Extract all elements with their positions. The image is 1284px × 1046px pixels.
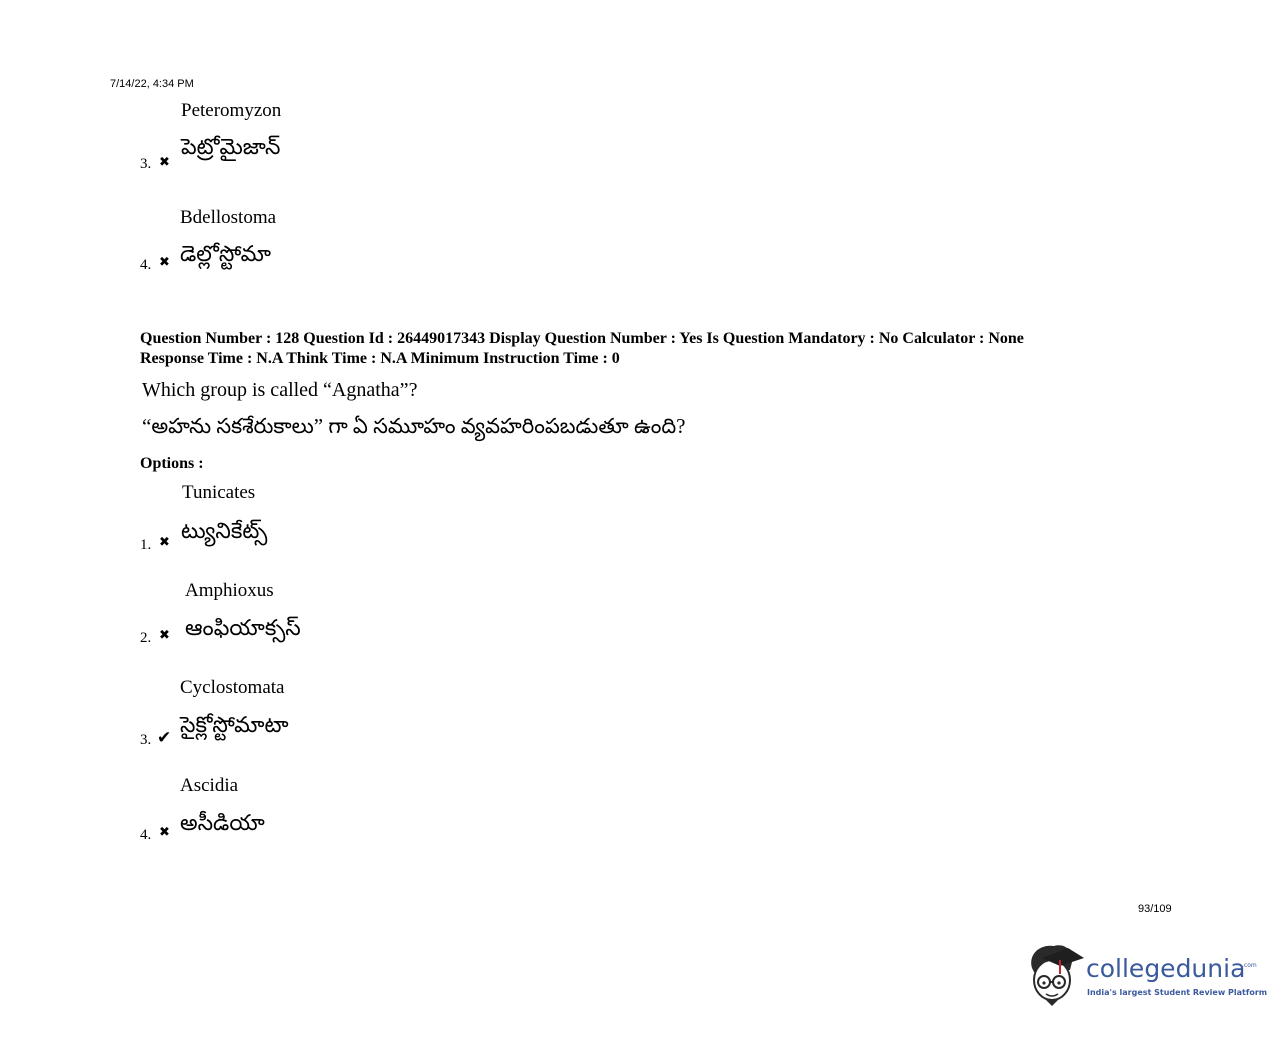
prev-option-4-telugu: డెల్లోస్టోమా xyxy=(180,241,271,266)
logo-domain-suffix: .com xyxy=(1242,962,1257,969)
prev-option-3-number: 3. xyxy=(140,156,152,172)
option-2-telugu: ఆంఫియాక్సస్ xyxy=(185,615,301,640)
prev-option-4-number: 4. xyxy=(140,257,152,273)
logo-wordmark: collegedunia xyxy=(1086,954,1246,983)
option-2-english: Amphioxus xyxy=(185,580,274,601)
question-text-english: Which group is called “Agnatha”? xyxy=(142,379,418,401)
option-2-number: 2. xyxy=(140,630,152,646)
wrong-mark-icon: ✖ xyxy=(159,255,170,270)
print-timestamp: 7/14/22, 4:34 PM xyxy=(110,78,194,90)
mascot-logo-icon xyxy=(1024,940,1086,1010)
option-3-telugu: సైక్లోస్టోమాటా xyxy=(180,712,289,737)
prev-option-3-telugu: పెట్రోమైజాన్ xyxy=(181,134,281,159)
logo-tagline: India's largest Student Review Platform xyxy=(1087,988,1268,997)
option-4-english: Ascidia xyxy=(180,775,239,796)
prev-option-3-english: Peteromyzon xyxy=(181,100,282,121)
question-text-telugu: “అహను సకశేరుకాలు” గా ఏ సమూహం వ్యవహరింపబడుతూ ఉంది? xyxy=(142,414,686,438)
prev-option-4-english: Bdellostoma xyxy=(180,207,277,228)
page-number: 93/109 xyxy=(1138,903,1172,915)
correct-checkmark-icon: ✔ xyxy=(157,728,172,748)
option-4-number: 4. xyxy=(140,827,152,843)
wrong-mark-icon: ✖ xyxy=(159,155,170,170)
option-4-telugu: అసీడియా xyxy=(180,810,265,835)
question-meta xyxy=(140,329,1140,369)
question-meta-line-2: Response Time : N.A Think Time : N.A Minimum Instruction Time : 0 xyxy=(140,350,620,367)
wrong-mark-icon: ✖ xyxy=(159,535,170,550)
options-label: Options : xyxy=(140,455,204,472)
option-1-number: 1. xyxy=(140,537,152,553)
wrong-mark-icon: ✖ xyxy=(159,628,170,643)
option-3-number: 3. xyxy=(140,732,152,748)
option-1-english: Tunicates xyxy=(182,482,256,503)
question-meta-line-1: Question Number : 128 Question Id : 26449017343 Display Question Number : Yes Is Question Mandatory : No Calculator : None xyxy=(140,330,1024,347)
wrong-mark-icon: ✖ xyxy=(159,825,170,840)
option-1-telugu: ట్యునికేట్స్ xyxy=(181,518,268,543)
option-3-english: Cyclostomata xyxy=(180,677,285,698)
